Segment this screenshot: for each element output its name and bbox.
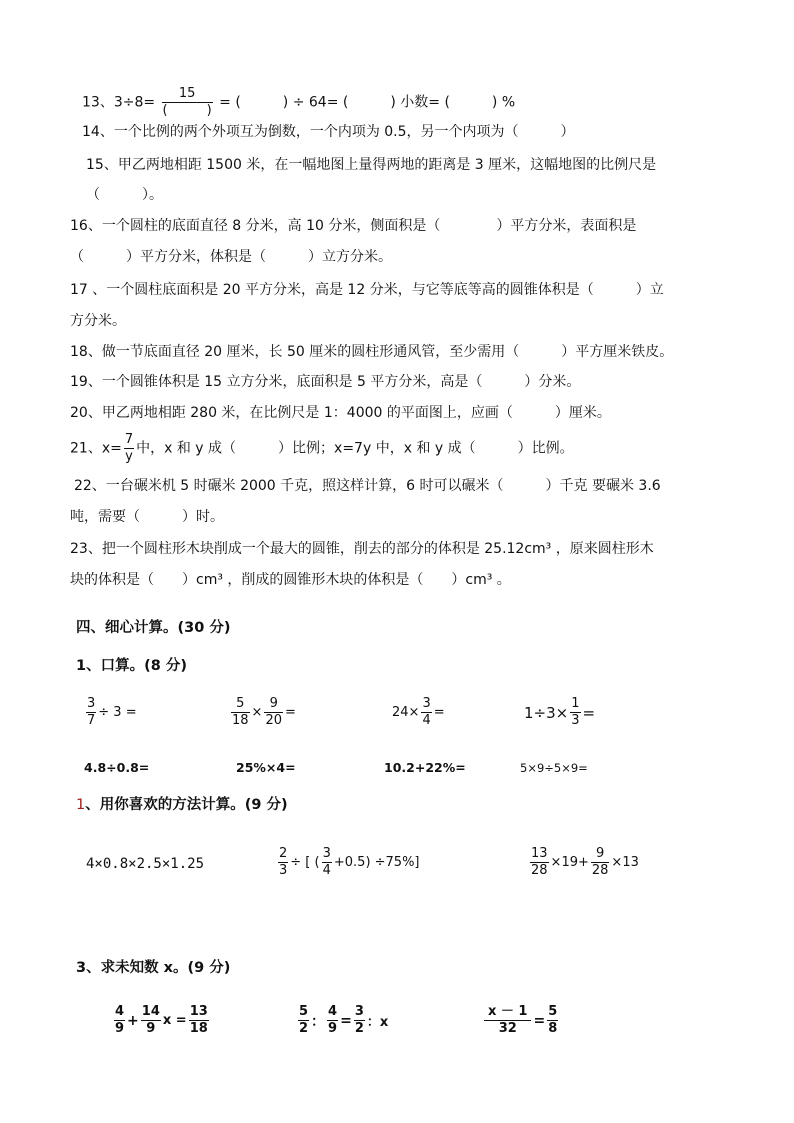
- question-19: 19、一个圆锥体积是 15 立方分米，底面积是 5 平方分米，高是（ ）分米。: [70, 374, 581, 390]
- question-23-line2: 块的体积是（ ）cm³ ，削成的圆锥形木块的体积是（ ）cm³ 。: [70, 572, 511, 588]
- question-17-line2: 方分米。: [70, 313, 126, 329]
- question-23-line1: 23、把一个圆柱形木块削成一个最大的圆锥，削去的部分的体积是 25.12cm³ ，原来圆柱形木: [70, 541, 654, 557]
- question-20: 20、甲乙两地相距 280 米，在比例尺是 1：4000 的平面图上，应画（ ）厘米。: [70, 405, 611, 421]
- question-22-line2: 吨，需要（ ）时。: [70, 509, 224, 525]
- question-13: 13、3÷8= $\frac{15}{( )}$ = ( ) ÷ 64= ( ) 小数= ( ) %: [82, 86, 516, 118]
- subsection-3-heading: 3、求未知数 x。(9 分): [76, 960, 231, 976]
- question-17-line1: 17 、一个圆柱底面积是 20 平方分米，高是 12 分米，与它等底等高的圆锥体积是（ ）立: [70, 282, 664, 298]
- calc-expression-1: 4×0.8×2.5×1.25: [86, 856, 205, 872]
- calc-expression-2: $\frac{2}{3}$ ÷ [ ( $\frac{3}{4}$ +0.5) ÷75%]: [279, 846, 420, 878]
- equation-3: $\frac{x - 1}{32}$ = $\frac{5}{8}$: [482, 1004, 560, 1037]
- question-21: 21、x= $\frac{7}{y}$ 中，x 和 y 成（ ）比例；x=7y 中，x 和 y 成（ ）比例。: [70, 432, 574, 464]
- calc-expression-3: $\frac{13}{28}$ ×19+ $\frac{9}{28}$ ×13: [531, 846, 639, 878]
- question-15-line2: （ ）。: [86, 187, 163, 203]
- oral-expression-2: $\frac{5}{18}$ × $\frac{9}{20}$ =: [232, 696, 296, 728]
- oral-expression-5: 4.8÷0.8=: [84, 760, 150, 775]
- oral-expression-6: 25%×4=: [236, 760, 296, 775]
- oral-expression-3: 24× $\frac{3}{4}$ =: [392, 696, 445, 728]
- equation-2: $\frac{5}{2}$ ： $\frac{4}{9}$ = $\frac{3}{2}$ ：x: [299, 1004, 389, 1036]
- fraction: $\frac{15}{( )}$: [162, 86, 212, 118]
- question-14: 14、一个比例的两个外项互为倒数，一个内项为 0.5，另一个内项为（ ）: [82, 124, 575, 140]
- subsection-1-heading: 1、口算。(8 分): [76, 658, 187, 674]
- oral-expression-4: 1÷3× $\frac{1}{3}$ =: [524, 696, 596, 728]
- subsection-2-heading: 1、用你喜欢的方法计算。(9 分): [76, 797, 288, 813]
- question-16-line2: （ ）平方分米，体积是（ ）立方分米。: [70, 249, 392, 265]
- question-22-line1: 22、一台碾米机 5 时碾米 2000 千克，照这样计算，6 时可以碾米（ ）千克 要碾米 3.6: [74, 478, 661, 494]
- question-15-line1: 15、甲乙两地相距 1500 米，在一幅地图上量得两地的距离是 3 厘米，这幅地图的比例尺是: [86, 157, 657, 173]
- question-18: 18、做一节底面直径 20 厘米，长 50 厘米的圆柱形通风管，至少需用（ ）平方厘米铁皮。: [70, 344, 674, 360]
- oral-expression-1: $\frac{3}{7}$ ÷ 3 =: [87, 696, 137, 728]
- oral-expression-8: 5×9÷5×9=: [520, 761, 588, 775]
- fraction: $\frac{7}{y}$: [124, 432, 134, 464]
- oral-expression-7: 10.2+22%=: [384, 760, 466, 775]
- equation-1: $\frac{4}{9}$ + $\frac{14}{9}$ x = $\frac{13}{18}$: [115, 1004, 208, 1036]
- section-4-heading: 四、细心计算。(30 分): [76, 620, 231, 636]
- question-16-line1: 16、一个圆柱的底面直径 8 分米，高 10 分米，侧面积是（ ）平方分米，表面积是: [70, 218, 637, 234]
